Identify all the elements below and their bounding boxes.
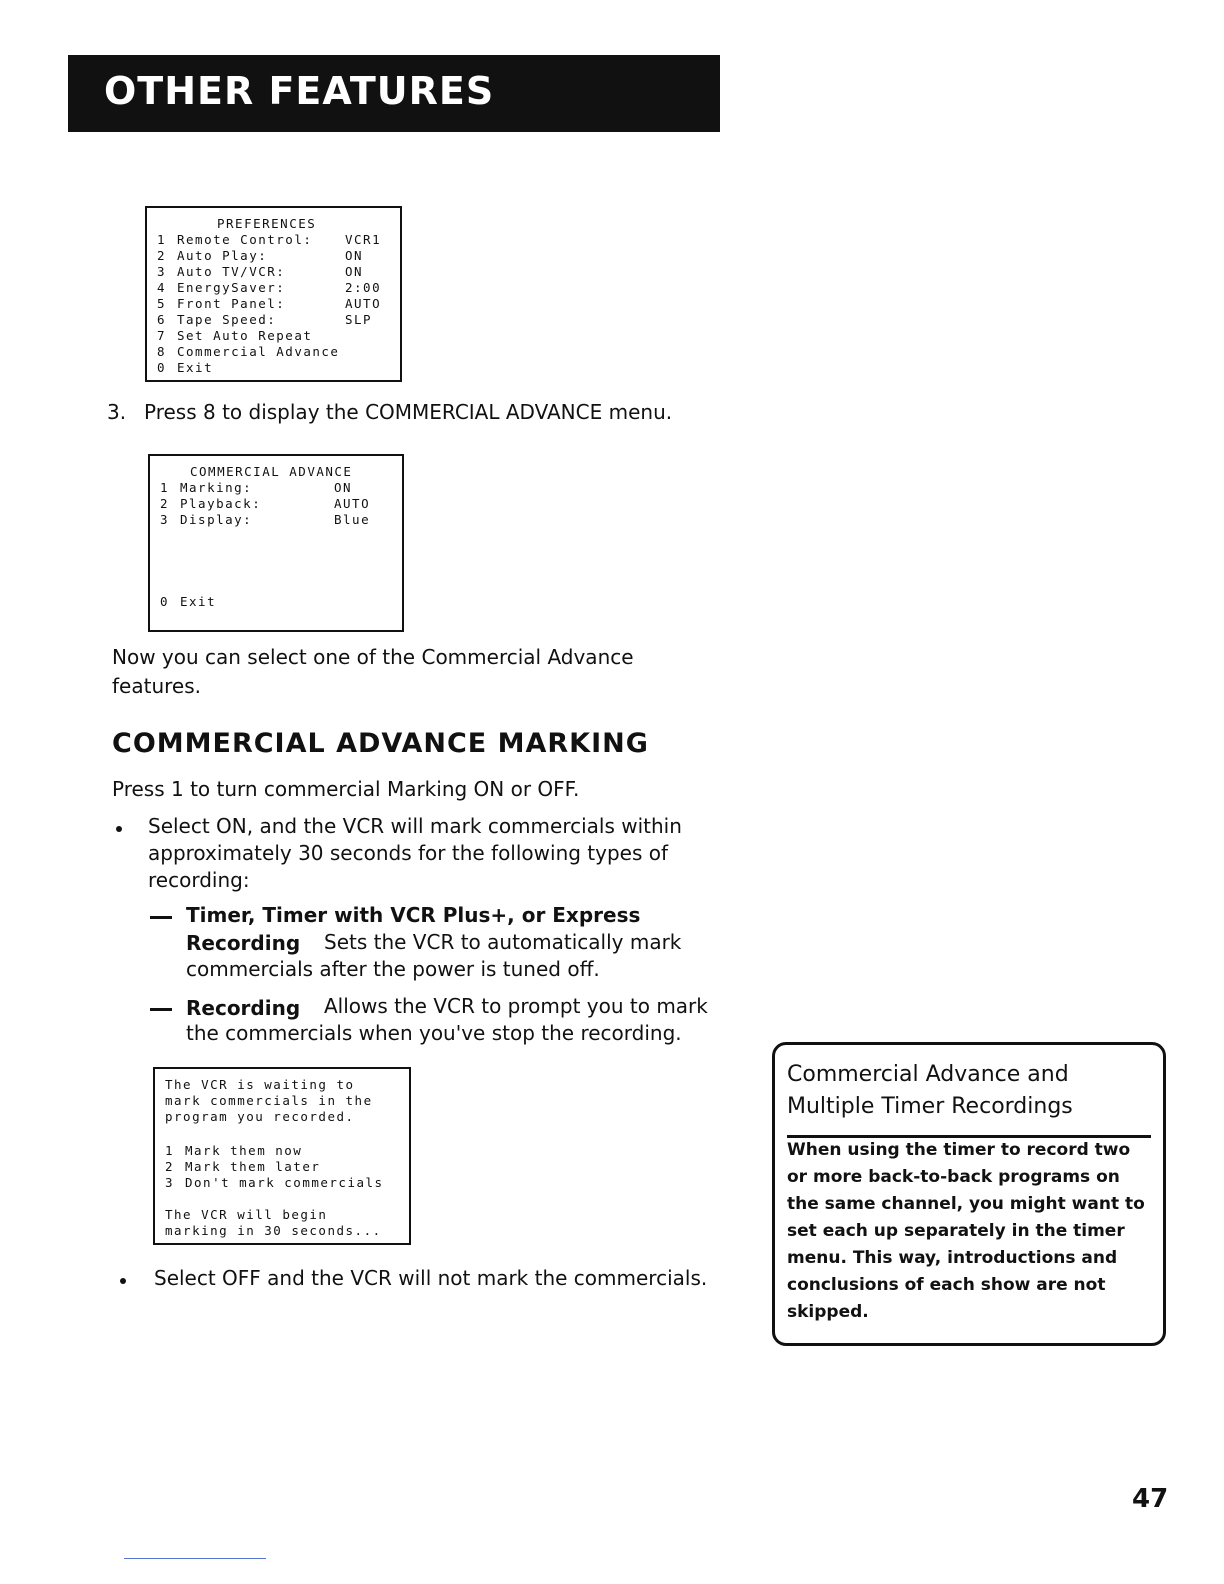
sub-item-heading: Timer, Timer with VCR Plus+, or Express [186,903,641,927]
bullet-text: Select ON, and the VCR will mark commercials within [148,814,682,838]
menu-item: 5 Front Panel: AUTO [157,296,382,311]
sidebar-title: Commercial Advance and Multiple Timer Recordings [787,1062,1073,1119]
step-text: Press 8 to display the COMMERCIAL ADVANCE menu. [144,400,673,424]
prompt-message: program you recorded. [165,1109,355,1124]
bullet-text: recording: [148,868,250,892]
bullet-icon [116,826,122,832]
menu-item: 2 Auto Play: ON [157,248,364,263]
menu-item: 7 Set Auto Repeat [157,328,313,343]
footer-rule [124,1558,266,1559]
prompt-option: 3 Don't mark commercials [165,1175,384,1190]
menu-item: 1 Remote Control: VCR1 [157,232,382,247]
prompt-footer: marking in 30 seconds... [165,1223,382,1238]
sidebar-note [772,1042,1166,1346]
menu-item: 3 Auto TV/VCR: ON [157,264,364,279]
header-bar [68,55,720,132]
prompt-option: 2 Mark them later [165,1159,321,1174]
menu-item: 8 Commercial Advance [157,344,340,359]
dash-icon [150,1008,172,1011]
sub-item-heading: Recording [186,996,301,1020]
dash-icon [150,916,172,919]
step-number: 3. [107,400,127,424]
bullet-text: Select OFF and the VCR will not mark the commercials. [154,1266,708,1290]
sub-item-text: Sets the VCR to automatically mark [324,930,682,954]
sidebar-body: When using the timer to record two or more back-to-back programs on the same channel, you might want to set each up separately in the timer menu. This way, introductions and conclusions of each show are not skipped. [787,1140,1145,1322]
menu-item: 4 EnergySaver: 2:00 [157,280,382,295]
commercial-menu-title: COMMERCIAL ADVANCE [190,464,353,479]
commercial-advance-menu-screen [148,454,404,632]
prompt-option: 1 Mark them now [165,1143,303,1158]
preferences-menu-title: PREFERENCES [217,216,317,231]
section-heading: COMMERCIAL ADVANCE MARKING [112,728,649,759]
prompt-message: The VCR is waiting to [165,1077,355,1092]
sub-item-text: commercials after the power is tuned off. [186,957,600,981]
page-number: 47 [1132,1484,1169,1514]
prompt-message: mark commercials in the [165,1093,373,1108]
intro-line: features. [112,674,201,698]
menu-item: 1 Marking: ON [160,480,353,495]
menu-item-exit: 0 Exit [160,594,217,609]
sub-item-heading: Recording [186,931,301,955]
section-lead: Press 1 to turn commercial Marking ON or OFF. [112,777,580,801]
intro-line: Now you can select one of the Commercial Advance [112,645,634,669]
bullet-icon [120,1278,126,1284]
menu-item: 6 Tape Speed: SLP [157,312,373,327]
menu-item: 2 Playback: AUTO [160,496,371,511]
prompt-footer: The VCR will begin [165,1207,328,1222]
page-title: OTHER FEATURES [104,69,495,113]
sub-item-text: the commercials when you've stop the recording. [186,1021,682,1045]
sub-item-text: Allows the VCR to prompt you to mark [324,994,708,1018]
mark-commercials-prompt-screen [153,1067,411,1245]
menu-item: 3 Display: Blue [160,512,371,527]
preferences-menu-screen [145,206,402,382]
bullet-text: approximately 30 seconds for the following types of [148,841,669,865]
menu-item: 0 Exit [157,360,214,375]
